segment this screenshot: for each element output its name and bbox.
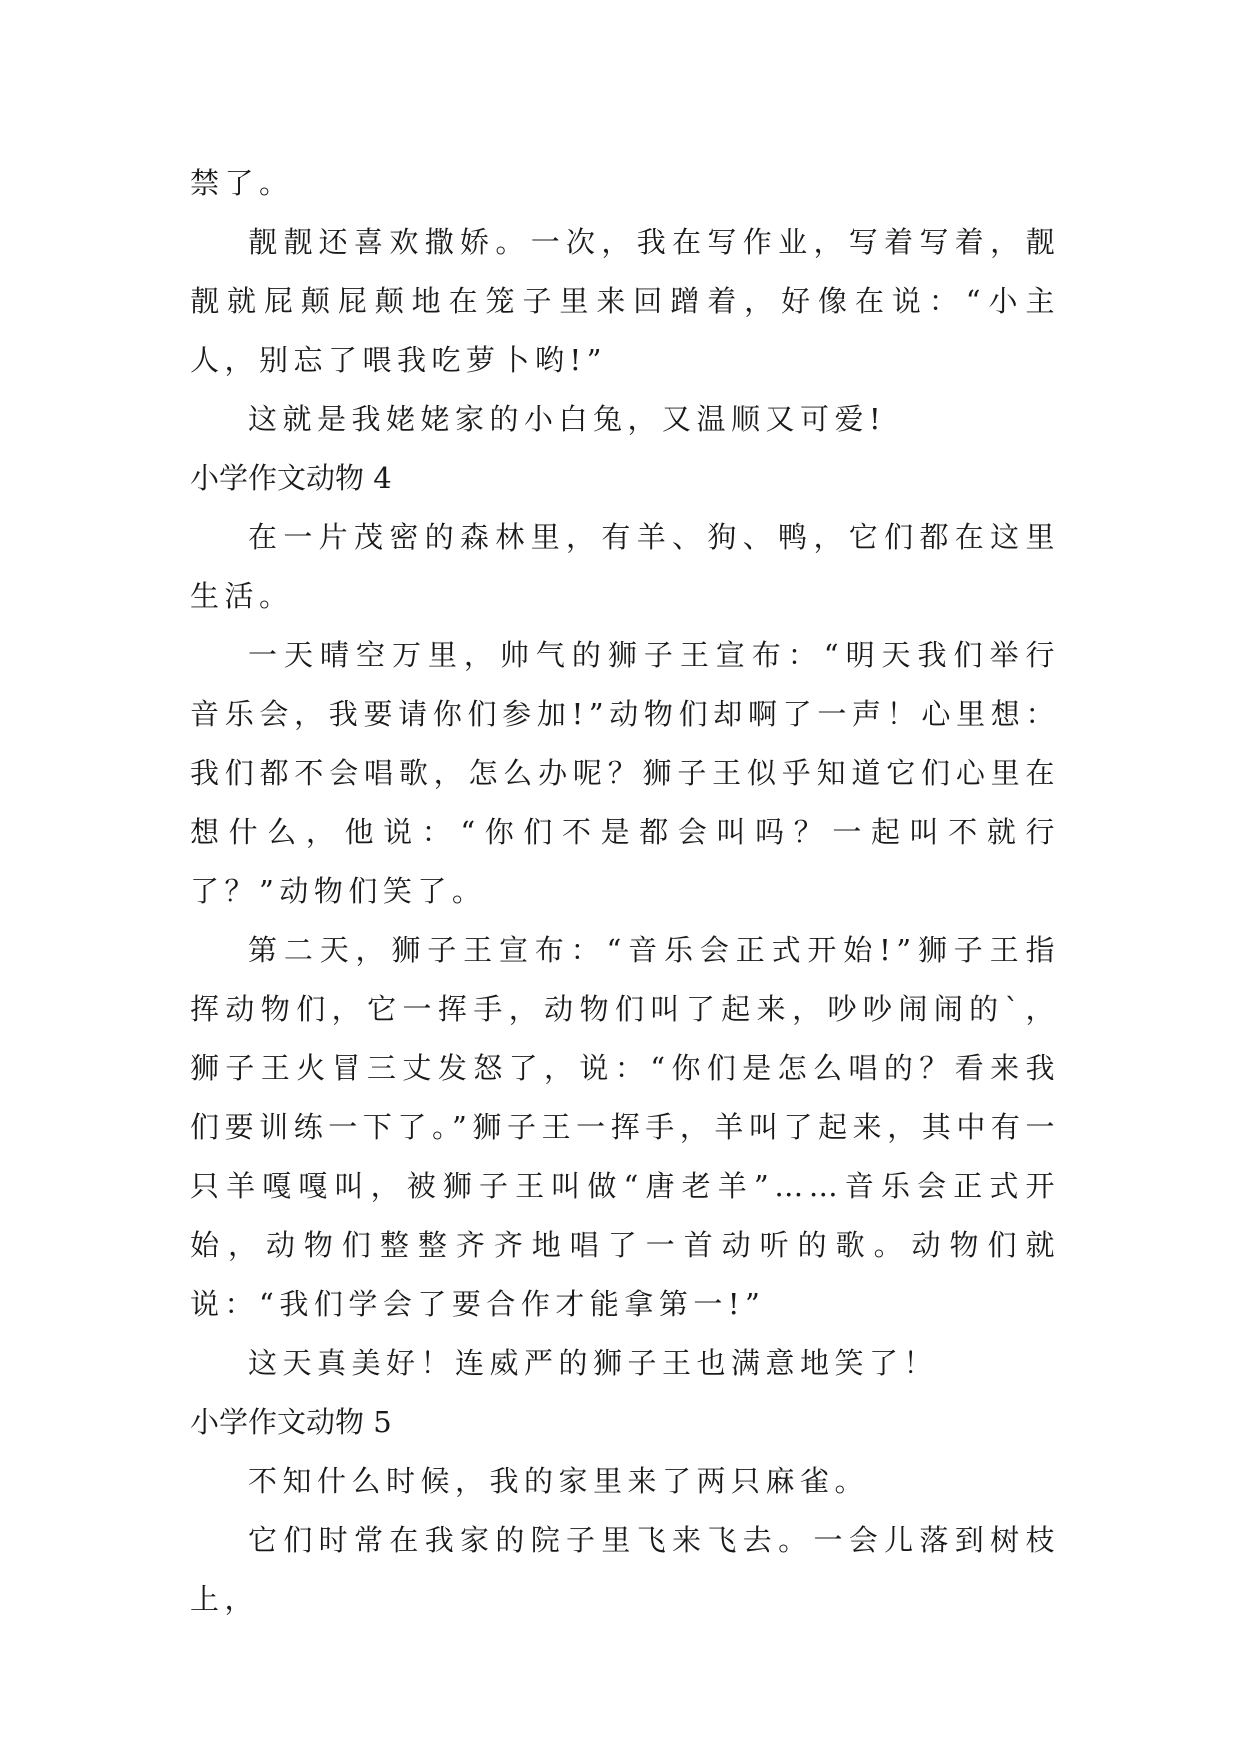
section-heading: 小学作文动物 5 xyxy=(190,1405,392,1439)
paragraph: 第二天，狮子王宣布：“音乐会正式开始!”狮子王指挥动物们，它一挥手，动物们叫了起来，吵吵闹闹的`，狮子王火冒三丈发怒了，说：“你们是怎么唱的？看来我们要训练一下了。”狮子王一挥手，羊叫了起来，其中有一只羊嘎嘎叫，被狮子王叫做“唐老羊”……音乐会正式开始，动物们整整齐齐地唱了一首动听的歌。动物们就说：“我们学会了要合作才能拿第一!” xyxy=(190,933,1060,1321)
paragraph: 禁了。 xyxy=(190,166,294,200)
paragraph: 不知什么时候，我的家里来了两只麻雀。 xyxy=(248,1464,870,1498)
paragraph: 这就是我姥姥家的小白兔，又温顺又可爱! xyxy=(248,402,887,436)
paragraph: 它们时常在我家的院子里飞来飞去。一会儿落到树枝上， xyxy=(190,1523,1060,1616)
section-heading: 小学作文动物 4 xyxy=(190,461,392,495)
paragraph: 这天真美好！连威严的狮子王也满意地笑了！ xyxy=(248,1346,939,1380)
document-body xyxy=(190,154,1060,1629)
paragraph: 一天晴空万里，帅气的狮子王宣布：“明天我们举行音乐会，我要请你们参加!”动物们却啊了一声！心里想：我们都不会唱歌，怎么办呢？狮子王似乎知道它们心里在想什么，他说：“你们不是都会叫吗？一起叫不就行了？”动物们笑了。 xyxy=(190,638,1060,908)
paragraph: 在一片茂密的森林里，有羊、狗、鸭，它们都在这里生活。 xyxy=(190,520,1060,613)
paragraph: 靓靓还喜欢撒娇。一次，我在写作业，写着写着，靓靓就屁颠屁颠地在笼子里来回蹭着，好像在说：“小主人，别忘了喂我吃萝卜哟!” xyxy=(190,225,1060,377)
